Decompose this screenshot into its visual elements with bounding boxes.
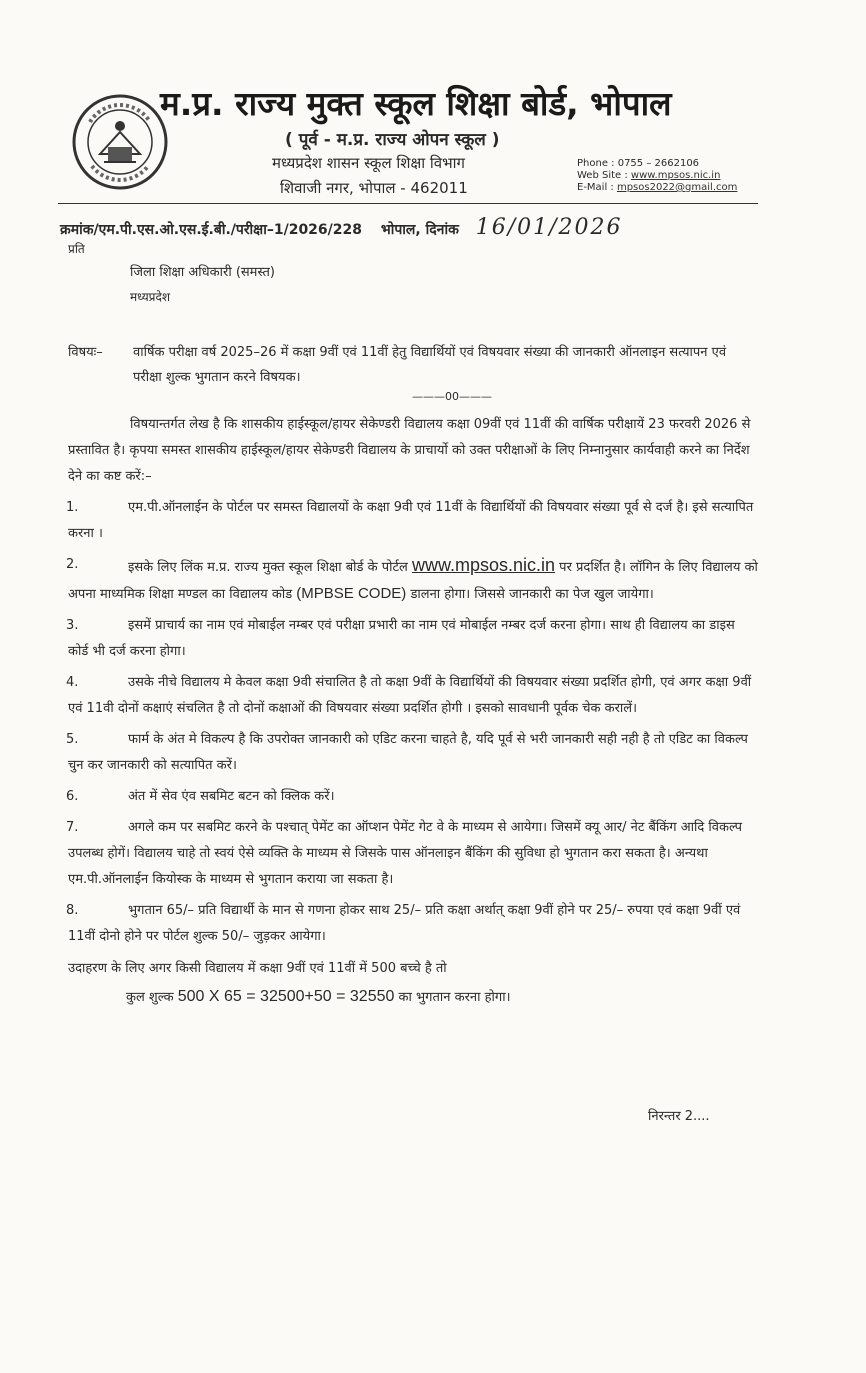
list-item	[68, 784, 758, 810]
item-number: 3.	[66, 618, 79, 633]
board-seal-logo	[70, 92, 170, 192]
email-link[interactable]: mpsos2022@gmail.com	[616, 182, 738, 193]
intro-paragraph: विषयान्तर्गत लेख है कि शासकीय हाईस्कूल/हायर सेकेण्डरी विद्यालय कक्षा 09वीं एवं 11वीं की वार्षिक परीक्षायें 23 फरवरी 2026 से प्रस्तावित है। कृपया समस्त शासकीय हाईस्कूल/हायर सेकेण्डरी विद्यालय के प्राचार्यो को उक्त परीक्षाओं के लिए निम्नानुसार कार्यवाही करने का निर्देश देने का कष्ट करें:–	[68, 417, 751, 484]
item-text: उसके नीचे विद्यालय मे केवल कक्षा 9वी संचालित है तो कक्षा 9वीं के विद्यार्थियों की विषयवार संख्या प्रदर्शित होगी, एवं अगर कक्षा 9वीं एवं 11वी दोनों कक्षाएं संचलित है तो दोनों कक्षाओं की विषयवार संख्या प्रदर्शित होगी । इसको सावधानी पूर्वक चेक करालें।	[68, 675, 752, 716]
item-number: 8.	[66, 903, 79, 918]
item-number: 7.	[66, 820, 79, 835]
item-text: एम.पी.ऑनलाईन के पोर्टल पर समस्त विद्यालयों के कक्षा 9वी एवं 11वीं के विद्यार्थियों की विषयवार संख्या पूर्व से दर्ज है। इसे सत्यापित करना ।	[68, 500, 754, 541]
item-text: भुगतान 65/– प्रति विद्यार्थी के मान से गणना होकर साथ 25/– प्रति कक्षा अर्थात् कक्षा 9वीं होने पर 25/– रुपया एवं कक्षा 9वीं एवं 11वीं दोनो होने पर पोर्टल शुल्क 50/– जुड़कर आयेगा।	[68, 903, 741, 944]
reference-line	[60, 215, 623, 240]
letter-body	[68, 412, 758, 1011]
item-text-part: इसके लिए लिंक म.प्र. राज्य मुक्त स्कूल शिक्षा बोर्ड के पोर्टल	[128, 560, 412, 575]
header-divider	[58, 203, 758, 204]
portal-link[interactable]: www.mpsos.nic.in	[412, 555, 556, 575]
subject-label: विषयः–	[68, 345, 103, 360]
former-name: ( पूर्व - म.प्र. राज्य ओपन स्कूल )	[285, 130, 500, 150]
total-fee-line	[68, 984, 758, 1011]
item-number: 4.	[66, 675, 79, 690]
mpbse-code-label: (MPBSE CODE)	[296, 585, 407, 602]
list-item	[68, 727, 758, 779]
item-text: इसमें प्राचार्य का नाम एवं मोबाईल नम्बर एवं परीक्षा प्रभारी का नाम एवं मोबाईल नम्बर दर्ज करना होगा। साथ ही विद्यालय का डाइस कोर्ड भी दर्ज करना होगा।	[68, 618, 735, 659]
continued-marker: निरन्तर 2....	[648, 1109, 710, 1124]
department-name: मध्यप्रदेश शासन स्कूल शिक्षा विभाग	[272, 154, 465, 172]
list-item	[68, 815, 758, 893]
item-number: 6.	[66, 789, 79, 804]
subject-text: वार्षिक परीक्षा वर्ष 2025–26 में कक्षा 9वीं एवं 11वीं हेतु विद्यार्थियों एवं विषयवार संख्या की जानकारी ऑनलाइन सत्यापन एवं परीक्षा शुल्क भुगतान करने विषयक।	[133, 345, 727, 385]
list-item	[68, 898, 758, 950]
item-number: 2.	[66, 557, 79, 572]
item-text: फार्म के अंत मे विकल्प है कि उपरोक्त जानकारी को एडिट करना चाहते है, यदि पूर्व से भरी जानकारी सही नही है तो एडिट का विकल्प चुन कर जानकारी को सत्यापित करें।	[68, 732, 748, 773]
item-number: 5.	[66, 732, 79, 747]
item-text: अगले कम पर सबमिट करने के पश्चात् पेमेंट का ऑप्शन पेमेंट गेट वे के माध्यम से आयेगा। जिसमें क्यू आर/ नेट बैंकिंग आदि विकल्प उपलब्ध होगें। विद्यालय चाहे तो स्वयं ऐसे व्यक्ति के माध्यम से जिसके पास ऑनलाइन बैंकिंग की सुविधा हो भुगतान करा सकता है। अन्यथा एम.पी.ऑनलाईन कियोस्क के माध्यम से भुगतान कराया जा सकता है।	[68, 820, 742, 887]
phone-number: Phone : 0755 – 2662106	[577, 158, 700, 169]
reference-number: क्रमांक/एम.पी.एस.ओ.एस.ई.बी./परीक्षा–1/2026/228	[60, 222, 363, 238]
list-item	[68, 552, 758, 608]
list-item	[68, 495, 758, 547]
item-text: अंत में सेव एंव सबमिट बटन को क्लिक करें।	[128, 789, 335, 804]
office-address: शिवाजी नगर, भोपाल - 462011	[280, 179, 468, 197]
to-label: प्रति	[68, 242, 85, 256]
website-link[interactable]: www.mpsos.nic.in	[630, 170, 721, 181]
item-text-part: डालना होगा। जिससे जानकारी का पेज खुल जायेगा।	[406, 587, 654, 602]
example-line: उदाहरण के लिए अगर किसी विद्यालय में कक्षा 9वीं एवं 11वीं में 500 बच्चे है तो	[68, 961, 447, 976]
website-line	[577, 170, 737, 182]
total-prefix: कुल शुल्क	[126, 990, 178, 1005]
letter-date: 16/01/2026	[475, 215, 623, 240]
organization-name: म.प्र. राज्य मुक्त स्कूल शिक्षा बोर्ड, भोपाल	[160, 84, 672, 123]
email-label: E-Mail :	[577, 182, 617, 193]
place-date-label: भोपाल, दिनांक	[380, 222, 459, 238]
recipient-line-1: जिला शिक्षा अधिकारी (समस्त)	[130, 265, 275, 280]
email-line	[577, 182, 737, 194]
recipient-line-2: मध्यप्रदेश	[130, 290, 171, 304]
list-item	[68, 613, 758, 665]
item-text	[68, 552, 758, 608]
total-suffix: का भुगतान करना होगा।	[394, 990, 511, 1005]
contact-block	[577, 158, 737, 194]
list-item	[68, 670, 758, 722]
total-calculation: 500 X 65 = 32500+50 = 32550	[177, 988, 395, 1005]
separator: ———00———	[412, 390, 492, 403]
item-text-part: पर प्रदर्शित है। लॉगिन के लिए विद्यालय को अपना माध्यमिक शिक्षा मण्डल का विद्यालय कोड	[68, 560, 758, 602]
website-label: Web Site :	[577, 170, 631, 181]
item-number: 1.	[66, 500, 79, 515]
